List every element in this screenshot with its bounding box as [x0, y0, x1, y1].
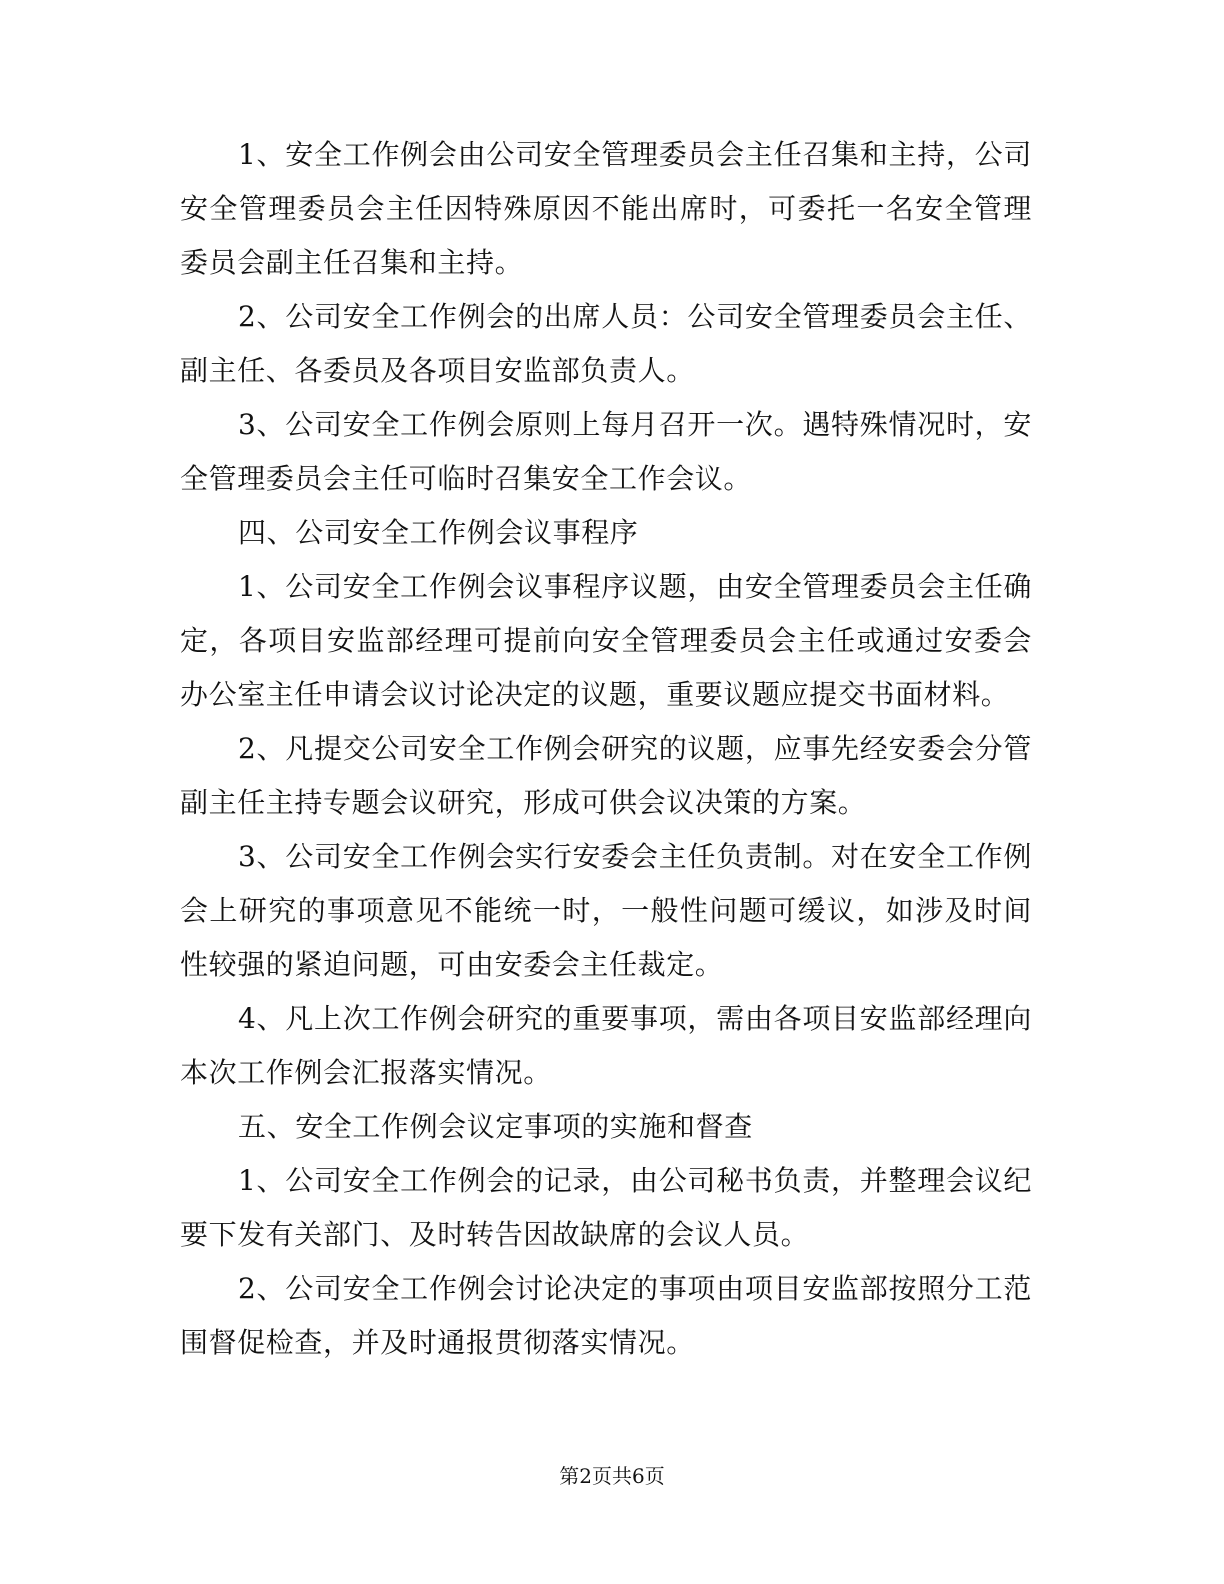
paragraph-7: 3、公司安全工作例会实行安委会主任负责制。对在安全工作例会上研究的事项意见不能统一时，一般性问题可缓议，如涉及时间性较强的紧迫问题，可由安委会主任裁定。: [180, 840, 1032, 981]
paragraph-10: 1、公司安全工作例会的记录，由公司秘书负责，并整理会议纪要下发有关部门、及时转告因故缺席的会议人员。: [180, 1164, 1032, 1251]
document-body: [180, 128, 1032, 1370]
paragraph-11: 2、公司安全工作例会讨论决定的事项由项目安监部按照分工范围督促检查，并及时通报贯彻落实情况。: [180, 1272, 1032, 1359]
paragraph-3: 3、公司安全工作例会原则上每月召开一次。遇特殊情况时，安全管理委员会主任可临时召集安全工作会议。: [180, 408, 1032, 495]
page-number: 第2页共6页: [559, 1464, 665, 1488]
paragraph-1: 1、安全工作例会由公司安全管理委员会主任召集和主持，公司安全管理委员会主任因特殊原因不能出席时，可委托一名安全管理委员会副主任召集和主持。: [180, 138, 1032, 279]
paragraph-2: 2、公司安全工作例会的出席人员：公司安全管理委员会主任、副主任、各委员及各项目安监部负责人。: [180, 300, 1032, 387]
paragraph-6: 2、凡提交公司安全工作例会研究的议题，应事先经安委会分管副主任主持专题会议研究，形成可供会议决策的方案。: [180, 732, 1032, 819]
paragraph-8: 4、凡上次工作例会研究的重要事项，需由各项目安监部经理向本次工作例会汇报落实情况。: [180, 1002, 1032, 1089]
section-heading-4: 四、公司安全工作例会议事程序: [238, 516, 639, 549]
section-heading-5: 五、安全工作例会议定事项的实施和督查: [238, 1110, 753, 1143]
paragraph-5: 1、公司安全工作例会议事程序议题，由安全管理委员会主任确定，各项目安监部经理可提前向安全管理委员会主任或通过安委会办公室主任申请会议讨论决定的议题，重要议题应提交书面材料。: [180, 570, 1032, 711]
